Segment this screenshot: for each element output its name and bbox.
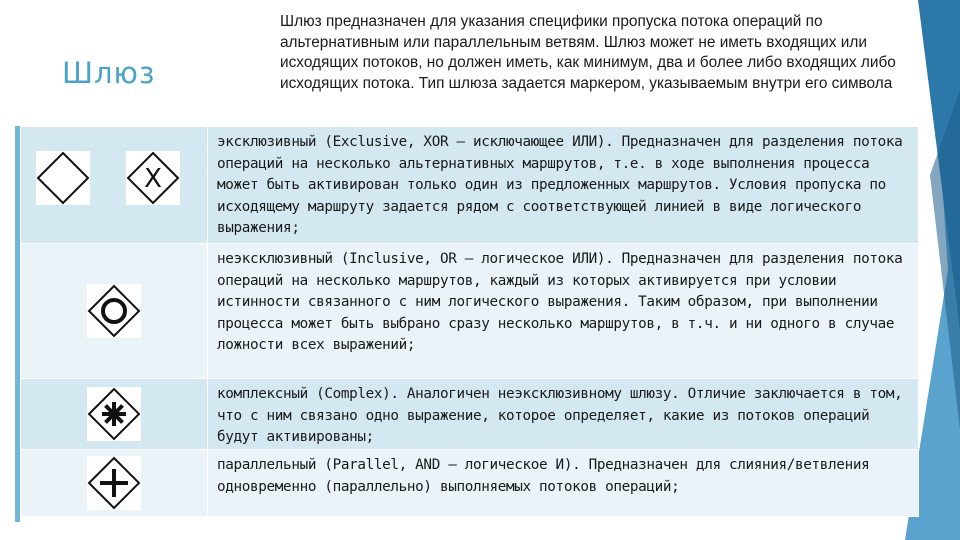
gateway-row-inclusive (21, 244, 918, 379)
plus-diamond-icon (86, 455, 142, 511)
x-marker: X (144, 164, 162, 194)
asterisk-diamond-icon (86, 386, 142, 442)
gateway-description: эксклюзивный (Exclusive, XOR – исключающее ИЛИ). Предназначен для разделения потока операций на несколько альтернативных маршрутов, т.е. в ходе выполнения процесса может быть активирован только один из предложенных маршрутов. Условия пропуска по исходящему маршруту задается рядом с соответствующей линией в виде логического выражения; (217, 134, 903, 236)
empty-diamond-icon (35, 150, 91, 206)
gateway-row-complex (21, 379, 918, 450)
gateway-description: неэксклюзивный (Inclusive, OR – логическое ИЛИ). Предназначен для разделения потока операций на несколько маршрутов, каждый из которых активируется при условии истинности связанного с ним логического выражения. Таким образом, при выполнении процесса может быть выбрано сразу несколько маршрутов, в т.ч. и ни одного в случае ложности всех выражений; (217, 251, 903, 353)
gateway-description: комплексный (Complex). Аналогичен неэксклюзивному шлюзу. Отличие заключается в том, что с ним связано одно выражение, которое определяет, какие из потоков операций будут активированы; (217, 386, 903, 445)
gateway-row-parallel (21, 450, 918, 516)
gateway-icons-cell (21, 244, 208, 378)
slide-title: Шлюз (62, 56, 156, 90)
x-diamond-icon (125, 150, 181, 206)
circle-diamond-icon (87, 284, 141, 338)
gateway-icons-cell (21, 127, 208, 243)
gateway-icons-cell (21, 450, 208, 516)
gateway-icons-cell (21, 379, 208, 449)
gateway-description: параллельный (Parallel, AND – логическое И). Предназначен для слияния/ветвления одновременно (параллельно) выполняемых потоков операций; (217, 457, 870, 495)
gateway-table (20, 126, 919, 517)
gateway-row-exclusive (21, 127, 918, 244)
intro-paragraph: Шлюз предназначен для указания специфики пропуска потока операций по альтернативным или параллельным ветвям. Шлюз может не иметь входящих или исходящих потоков, но должен иметь, как минимум, два и более либо входящих либо исходящих потока. Тип шлюза задается маркером, указываемым внутри его символа (280, 13, 896, 92)
